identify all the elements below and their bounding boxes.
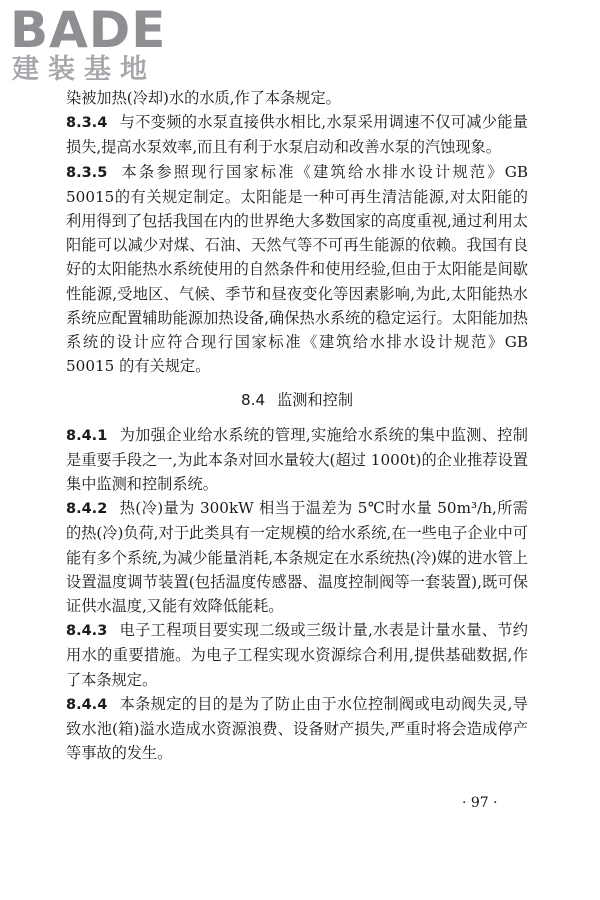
- clause-text: 本条规定的目的是为了防止由于水位控制阀或电动阀失灵,导致水池(箱)溢水造成水资源浪费、设备财产损失,严重时将会造成停产等事故的发生。: [66, 694, 528, 763]
- clause-text: 本条参照现行国家标准《建筑给水排水设计规范》GB 50015的有关规定制定。太阳能是一种可再生清洁能源,对太阳能的利用得到了包括我国在内的世界绝大多数国家的高度重视,通过利用太阳能可以减少对煤、石油、天然气等不可再生能源的依赖。我国有良好的太阳能热水系统使用的自然条件和使用经验,但由于太阳能是间歇性能源,受地区、气候、季节和昼夜变化等因素影响,为此,太阳能热水系统应配置辅助能源加热设备,确保热水系统的稳定运行。太阳能加热系统的设计应符合现行国家标准《建筑给水排水设计规范》GB 50015 的有关规定。: [66, 162, 528, 376]
- clause-text: 热(冷)量为 300kW 相当于温差为 5℃时水量 50m³/h,所需的热(冷)负荷,对于此类具有一定规模的给水系统,在一些电子企业中可能有多个系统,为减少能量消耗,本条规定在水系统热(冷)媒的进水管上设置温度调节装置(包括温度传感器、温度控制阀等一套装置),既可保证供水温度,又能有效降低能耗。: [66, 499, 528, 616]
- clause-number: 8.3.5: [66, 164, 108, 181]
- clause-8-4-1: [66, 423, 528, 497]
- logo-subtitle: 建装基地: [12, 54, 156, 85]
- clause-8-4-4: [66, 692, 528, 766]
- logo-wordmark: BADE: [10, 1, 167, 59]
- clause-text: 与不变频的水泵直接供水相比,水泵采用调速不仅可减少能量损失,提高水泵效率,而且有利于水泵启动和改善水泵的汽蚀现象。: [66, 113, 528, 157]
- clause-number: 8.4.1: [66, 427, 108, 444]
- clause-number: 8.3.4: [66, 115, 108, 132]
- clause-8-4-3: [66, 618, 528, 692]
- continuation-line: 染被加热(冷却)水的水质,作了本条规定。: [66, 89, 341, 107]
- clause-8-4-2: [66, 496, 528, 618]
- section-title: 监测和控制: [277, 391, 354, 410]
- section-number: 8.4: [240, 391, 266, 410]
- clause-number: 8.4.2: [66, 501, 108, 518]
- clause-8-3-4: [66, 110, 528, 159]
- clause-number: 8.4.3: [66, 623, 108, 640]
- clause-number: 8.4.4: [66, 696, 108, 713]
- page-number: · 97 ·: [462, 795, 498, 811]
- bade-logo: [6, 2, 176, 88]
- clause-text: 为加强企业给水系统的管理,实施给水系统的集中监测、控制是重要手段之一,为此本条对回水量较大(超过 1000t)的企业推荐设置集中监测和控制系统。: [66, 425, 528, 494]
- section-heading: [66, 388, 528, 412]
- page-body: [66, 86, 528, 765]
- clause-8-3-5: [66, 160, 528, 379]
- clause-text: 电子工程项目要实现二级或三级计量,水表是计量水量、节约用水的重要措施。为电子工程实现水资源综合利用,提供基础数据,作了本条规定。: [66, 621, 528, 689]
